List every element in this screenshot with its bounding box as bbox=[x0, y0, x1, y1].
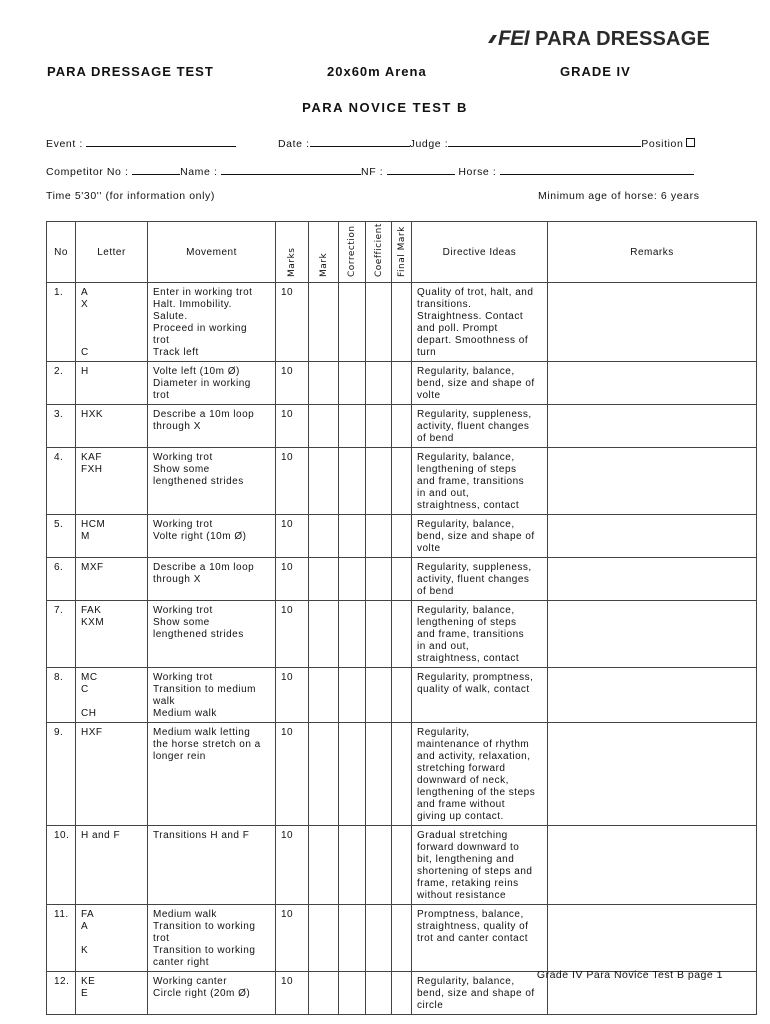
correction-entry[interactable] bbox=[339, 362, 366, 405]
max-marks-text: 10 bbox=[281, 605, 294, 616]
movement-description-text: Working trot Show some lengthened strides bbox=[153, 605, 244, 640]
movement-description-text: Describe a 10m loop through X bbox=[153, 562, 255, 585]
correction-entry[interactable] bbox=[339, 405, 366, 448]
max-marks-text: 10 bbox=[281, 519, 294, 530]
max-marks-text: 10 bbox=[281, 562, 294, 573]
movement-number bbox=[47, 905, 76, 972]
movement-letter bbox=[76, 668, 148, 723]
mark-entry[interactable] bbox=[309, 283, 339, 362]
mark-entry[interactable] bbox=[309, 826, 339, 905]
coefficient-entry[interactable] bbox=[366, 601, 392, 668]
directive-ideas bbox=[412, 972, 548, 1015]
movement-number-text: 4. bbox=[54, 452, 64, 463]
test-sheet-table bbox=[46, 221, 757, 1015]
event-line bbox=[46, 136, 236, 150]
final-mark-entry[interactable] bbox=[392, 283, 412, 362]
movement-number-text: 12. bbox=[54, 976, 70, 987]
competitor-field[interactable] bbox=[132, 164, 180, 175]
final-mark-entry[interactable] bbox=[392, 362, 412, 405]
mark-entry[interactable] bbox=[309, 905, 339, 972]
mark-entry[interactable] bbox=[309, 515, 339, 558]
remarks-entry[interactable] bbox=[548, 515, 757, 558]
directive-ideas bbox=[412, 448, 548, 515]
mark-entry[interactable] bbox=[309, 723, 339, 826]
movement-number bbox=[47, 601, 76, 668]
directive-ideas bbox=[412, 723, 548, 826]
movement-letter-text: HXF bbox=[81, 727, 103, 738]
remarks-entry[interactable] bbox=[548, 723, 757, 826]
page-title: PARA NOVICE TEST B bbox=[302, 100, 468, 115]
final-mark-entry[interactable] bbox=[392, 668, 412, 723]
movement-description-text: Working trot Transition to medium walk Medium walk bbox=[153, 672, 256, 719]
movement-number bbox=[47, 723, 76, 826]
max-marks-text: 10 bbox=[281, 366, 294, 377]
max-marks bbox=[276, 515, 309, 558]
logo-text: PARA DRESSAGE bbox=[535, 27, 710, 50]
date-judge-line bbox=[278, 136, 695, 150]
correction-entry[interactable] bbox=[339, 601, 366, 668]
coefficient-entry[interactable] bbox=[366, 515, 392, 558]
movement-description bbox=[148, 905, 276, 972]
max-marks bbox=[276, 362, 309, 405]
directive-ideas-text: Regularity, suppleness, activity, fluent changes of bend bbox=[417, 562, 532, 597]
table-row bbox=[47, 515, 757, 558]
movement-letter-text: H and F bbox=[81, 830, 121, 841]
directive-ideas bbox=[412, 515, 548, 558]
movement-letter bbox=[76, 723, 148, 826]
movement-letter bbox=[76, 283, 148, 362]
coefficient-entry[interactable] bbox=[366, 668, 392, 723]
coefficient-entry[interactable] bbox=[366, 558, 392, 601]
event-field[interactable] bbox=[86, 136, 236, 147]
header-directive-ideas: Directive Ideas bbox=[412, 222, 548, 283]
final-mark-entry[interactable] bbox=[392, 405, 412, 448]
movement-description bbox=[148, 668, 276, 723]
movement-letter-text: KAF FXH bbox=[81, 452, 103, 475]
movement-number-text: 2. bbox=[54, 366, 64, 377]
header-movement: Movement bbox=[148, 222, 276, 283]
header-grade: GRADE IV bbox=[560, 64, 631, 79]
movement-description bbox=[148, 558, 276, 601]
position-checkbox[interactable] bbox=[686, 138, 695, 147]
movement-description-text: Working trot Show some lengthened strides bbox=[153, 452, 244, 487]
correction-entry[interactable] bbox=[339, 826, 366, 905]
movement-number bbox=[47, 405, 76, 448]
final-mark-entry[interactable] bbox=[392, 558, 412, 601]
final-mark-entry[interactable] bbox=[392, 826, 412, 905]
max-marks bbox=[276, 601, 309, 668]
header-arena: 20x60m Arena bbox=[327, 64, 427, 79]
remarks-entry[interactable] bbox=[548, 405, 757, 448]
coefficient-entry[interactable] bbox=[366, 723, 392, 826]
correction-entry[interactable] bbox=[339, 515, 366, 558]
final-mark-entry[interactable] bbox=[392, 972, 412, 1015]
table-row bbox=[47, 723, 757, 826]
event-label: Event : bbox=[46, 138, 83, 150]
mark-entry[interactable] bbox=[309, 601, 339, 668]
nf-label: NF : bbox=[361, 166, 384, 178]
header-marks-text: Marks bbox=[287, 247, 297, 277]
movement-letter bbox=[76, 362, 148, 405]
max-marks bbox=[276, 558, 309, 601]
correction-entry[interactable] bbox=[339, 723, 366, 826]
movement-description-text: Describe a 10m loop through X bbox=[153, 409, 255, 432]
table-row bbox=[47, 826, 757, 905]
remarks-entry[interactable] bbox=[548, 362, 757, 405]
directive-ideas bbox=[412, 601, 548, 668]
directive-ideas-text: Gradual stretching forward downward to bit, lengthening and shortening of steps and frame, retaking reins without resistance bbox=[417, 830, 533, 901]
max-marks-text: 10 bbox=[281, 727, 294, 738]
table-row bbox=[47, 668, 757, 723]
movement-number bbox=[47, 515, 76, 558]
movement-number-text: 1. bbox=[54, 287, 64, 298]
table-row bbox=[47, 362, 757, 405]
max-marks bbox=[276, 405, 309, 448]
max-marks bbox=[276, 905, 309, 972]
competitor-line bbox=[46, 164, 694, 178]
movement-description bbox=[148, 826, 276, 905]
movement-number-text: 11. bbox=[54, 909, 69, 920]
directive-ideas-text: Regularity, balance, lengthening of steps and frame, transitions in and out, straightness, contact bbox=[417, 605, 525, 664]
horse-field[interactable] bbox=[500, 164, 694, 175]
movement-letter bbox=[76, 515, 148, 558]
final-mark-entry[interactable] bbox=[392, 448, 412, 515]
table-row bbox=[47, 448, 757, 515]
max-marks-text: 10 bbox=[281, 976, 294, 987]
header-test-type: PARA DRESSAGE TEST bbox=[47, 64, 214, 79]
movement-number bbox=[47, 283, 76, 362]
fei-swoosh-icon bbox=[487, 33, 497, 45]
time-text: Time 5'30'' (for information only) bbox=[46, 190, 215, 202]
directive-ideas bbox=[412, 826, 548, 905]
movement-letter-text: HCM M bbox=[81, 519, 106, 542]
directive-ideas-text: Regularity, suppleness, activity, fluent changes of bend bbox=[417, 409, 532, 444]
max-marks bbox=[276, 972, 309, 1015]
final-mark-entry[interactable] bbox=[392, 515, 412, 558]
max-marks-text: 10 bbox=[281, 909, 294, 920]
directive-ideas-text: Regularity, promptness, quality of walk, contact bbox=[417, 672, 534, 695]
correction-entry[interactable] bbox=[339, 905, 366, 972]
max-marks bbox=[276, 448, 309, 515]
mark-entry[interactable] bbox=[309, 972, 339, 1015]
table-row bbox=[47, 283, 757, 362]
movement-letter bbox=[76, 972, 148, 1015]
movement-description-text: Medium walk letting the horse stretch on a longer rein bbox=[153, 727, 261, 762]
header-correction bbox=[339, 222, 366, 283]
header-no: No bbox=[47, 222, 76, 283]
remarks-entry[interactable] bbox=[548, 826, 757, 905]
position-label: Position bbox=[641, 138, 684, 150]
mark-entry[interactable] bbox=[309, 558, 339, 601]
remarks-entry[interactable] bbox=[548, 448, 757, 515]
movement-letter bbox=[76, 826, 148, 905]
header-coefficient bbox=[366, 222, 392, 283]
movement-letter-text: FA A K bbox=[81, 909, 95, 956]
max-marks-text: 10 bbox=[281, 287, 294, 298]
movement-number-text: 8. bbox=[54, 672, 64, 683]
max-marks bbox=[276, 826, 309, 905]
movement-description-text: Volte left (10m Ø) Diameter in working trot bbox=[153, 366, 251, 401]
table-row bbox=[47, 905, 757, 972]
max-marks-text: 10 bbox=[281, 830, 294, 841]
remarks-entry[interactable] bbox=[548, 905, 757, 972]
header-letter: Letter bbox=[76, 222, 148, 283]
movement-number-text: 9. bbox=[54, 727, 64, 738]
movement-number bbox=[47, 362, 76, 405]
final-mark-entry[interactable] bbox=[392, 905, 412, 972]
table-row bbox=[47, 601, 757, 668]
coefficient-entry[interactable] bbox=[366, 826, 392, 905]
movement-letter bbox=[76, 558, 148, 601]
header-mark bbox=[309, 222, 339, 283]
movement-number bbox=[47, 972, 76, 1015]
header-mark-text: Mark bbox=[318, 252, 329, 277]
correction-entry[interactable] bbox=[339, 668, 366, 723]
movement-number bbox=[47, 558, 76, 601]
movement-letter bbox=[76, 905, 148, 972]
directive-ideas bbox=[412, 558, 548, 601]
correction-entry[interactable] bbox=[339, 558, 366, 601]
max-marks bbox=[276, 723, 309, 826]
max-marks bbox=[276, 668, 309, 723]
fei-para-dressage-logo bbox=[487, 27, 710, 51]
movement-number bbox=[47, 448, 76, 515]
mark-entry[interactable] bbox=[309, 668, 339, 723]
directive-ideas bbox=[412, 668, 548, 723]
coefficient-entry[interactable] bbox=[366, 283, 392, 362]
directive-ideas-text: Regularity, balance, lengthening of steps and frame, transitions in and out, straightness, contact bbox=[417, 452, 525, 511]
directive-ideas bbox=[412, 362, 548, 405]
movement-description-text: Medium walk Transition to working trot Transition to working canter right bbox=[153, 909, 256, 968]
nf-field[interactable] bbox=[387, 164, 455, 175]
date-field[interactable] bbox=[310, 136, 410, 147]
movement-letter bbox=[76, 448, 148, 515]
movement-number-text: 10. bbox=[54, 830, 70, 841]
final-mark-entry[interactable] bbox=[392, 601, 412, 668]
movement-number-text: 6. bbox=[54, 562, 64, 573]
directive-ideas bbox=[412, 405, 548, 448]
header-marks bbox=[276, 222, 309, 283]
mark-entry[interactable] bbox=[309, 448, 339, 515]
table-row bbox=[47, 405, 757, 448]
movement-letter bbox=[76, 405, 148, 448]
max-marks bbox=[276, 283, 309, 362]
movement-letter bbox=[76, 601, 148, 668]
header-correction-text: Correction bbox=[347, 225, 357, 277]
coefficient-entry[interactable] bbox=[366, 905, 392, 972]
directive-ideas bbox=[412, 905, 548, 972]
movement-description-text: Working canter Circle right (20m Ø) bbox=[153, 976, 251, 999]
max-marks-text: 10 bbox=[281, 409, 294, 420]
directive-ideas-text: Regularity, maintenance of rhythm and activity, relaxation, stretching forward downward of neck, lengthening of the steps and frame without giving up contact. bbox=[417, 727, 536, 822]
movement-letter-text: MC C CH bbox=[81, 672, 98, 719]
movement-description bbox=[148, 723, 276, 826]
correction-entry[interactable] bbox=[339, 972, 366, 1015]
movement-description-text: Working trot Volte right (10m Ø) bbox=[153, 519, 247, 542]
header-remarks: Remarks bbox=[548, 222, 757, 283]
competitor-label: Competitor No : bbox=[46, 166, 129, 178]
movement-letter-text: HXK bbox=[81, 409, 104, 420]
table-row bbox=[47, 558, 757, 601]
movement-number-text: 7. bbox=[54, 605, 64, 616]
movement-description bbox=[148, 972, 276, 1015]
date-label: Date : bbox=[278, 138, 310, 150]
movement-description bbox=[148, 283, 276, 362]
correction-entry[interactable] bbox=[339, 448, 366, 515]
header-final-mark bbox=[392, 222, 412, 283]
remarks-entry[interactable] bbox=[548, 668, 757, 723]
mark-entry[interactable] bbox=[309, 405, 339, 448]
coefficient-entry[interactable] bbox=[366, 362, 392, 405]
movement-number-text: 5. bbox=[54, 519, 64, 530]
movement-number-text: 3. bbox=[54, 409, 64, 420]
movement-description bbox=[148, 362, 276, 405]
directive-ideas-text: Promptness, balance, straightness, quality of trot and canter contact bbox=[417, 909, 529, 944]
directive-ideas-text: Regularity, balance, bend, size and shape of volte bbox=[417, 519, 535, 554]
remarks-entry[interactable] bbox=[548, 283, 757, 362]
movement-letter-text: A X C bbox=[81, 287, 89, 358]
coefficient-entry[interactable] bbox=[366, 405, 392, 448]
judge-field[interactable] bbox=[448, 136, 641, 147]
name-label: Name : bbox=[180, 166, 218, 178]
final-mark-entry[interactable] bbox=[392, 723, 412, 826]
max-marks-text: 10 bbox=[281, 672, 294, 683]
max-marks-text: 10 bbox=[281, 452, 294, 463]
movement-number bbox=[47, 826, 76, 905]
correction-entry[interactable] bbox=[339, 283, 366, 362]
directive-ideas-text: Regularity, balance, bend, size and shape of circle bbox=[417, 976, 535, 1011]
movement-number bbox=[47, 668, 76, 723]
min-age-text: Minimum age of horse: 6 years bbox=[538, 190, 700, 202]
movement-letter-text: FAK KXM bbox=[81, 605, 105, 628]
coefficient-entry[interactable] bbox=[366, 448, 392, 515]
movement-letter-text: KE E bbox=[81, 976, 96, 999]
directive-ideas bbox=[412, 283, 548, 362]
header-coefficient-text: Coefficient bbox=[373, 223, 384, 277]
horse-label: Horse : bbox=[458, 166, 497, 178]
judge-label: Judge : bbox=[409, 138, 449, 150]
logo-brand: FEI bbox=[497, 27, 530, 50]
movement-description-text: Transitions H and F bbox=[153, 830, 250, 841]
movement-letter-text: H bbox=[81, 366, 89, 377]
header-final-mark-text: Final Mark bbox=[396, 226, 407, 277]
movement-description bbox=[148, 405, 276, 448]
movement-description bbox=[148, 601, 276, 668]
movement-letter-text: MXF bbox=[81, 562, 104, 573]
movement-description-text: Enter in working trot Halt. Immobility. Salute. Proceed in working trot Track left bbox=[153, 287, 253, 358]
name-field[interactable] bbox=[221, 164, 361, 175]
remarks-entry[interactable] bbox=[548, 558, 757, 601]
directive-ideas-text: Quality of trot, halt, and transitions. Straightness. Contact and poll. Prompt depart. Smoothness of turn bbox=[417, 287, 534, 358]
movement-description bbox=[148, 448, 276, 515]
page-footer: Grade IV Para Novice Test B page 1 bbox=[536, 969, 723, 981]
directive-ideas-text: Regularity, balance, bend, size and shape of volte bbox=[417, 366, 535, 401]
table-header-row bbox=[47, 222, 757, 283]
coefficient-entry[interactable] bbox=[366, 972, 392, 1015]
remarks-entry[interactable] bbox=[548, 601, 757, 668]
mark-entry[interactable] bbox=[309, 362, 339, 405]
movement-description bbox=[148, 515, 276, 558]
